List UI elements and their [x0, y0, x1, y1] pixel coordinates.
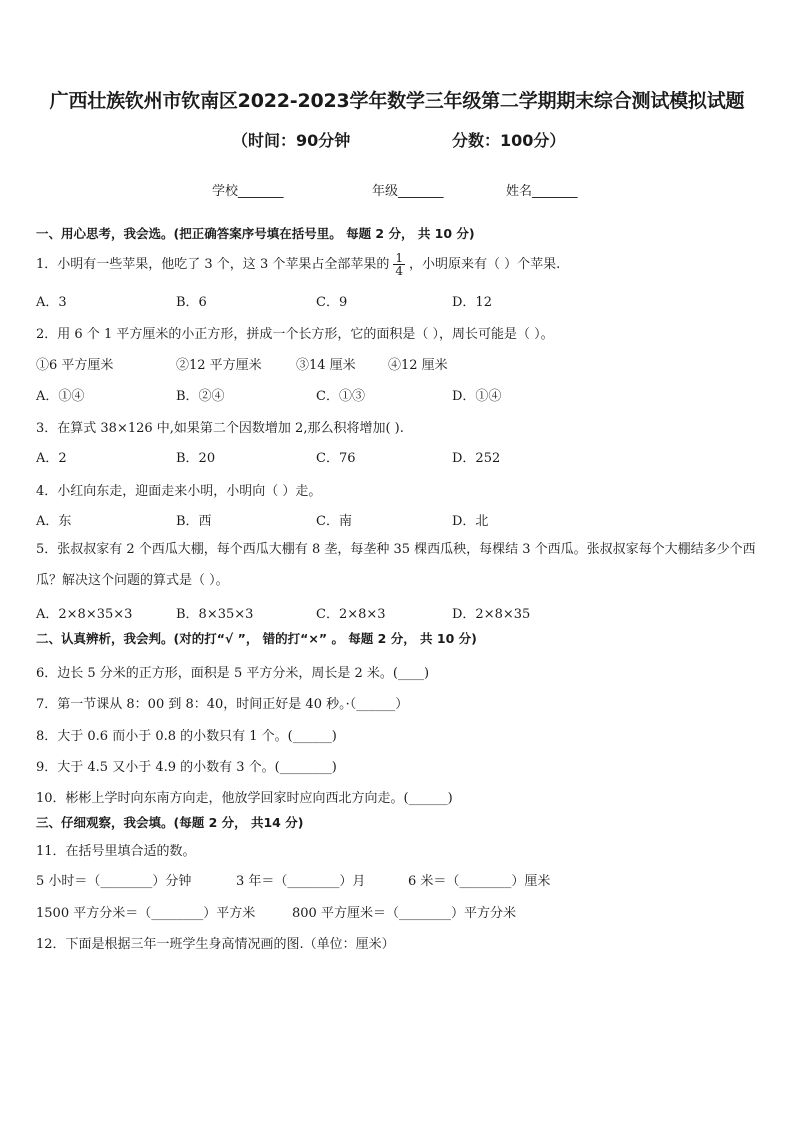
- option-d[interactable]: D．252: [452, 451, 501, 466]
- grade-field[interactable]: 年级_______: [372, 184, 444, 199]
- question-9[interactable]: 9．大于 4.5 又小于 4.9 的小数有 3 个。(________): [36, 760, 337, 775]
- option-b[interactable]: B．6: [176, 295, 207, 310]
- choice-3: ③14 厘米: [296, 358, 356, 373]
- option-a[interactable]: A．2: [36, 451, 67, 466]
- option-a[interactable]: A．①④: [36, 389, 85, 404]
- option-b[interactable]: B．20: [176, 451, 216, 466]
- fill-sqdm-sqm[interactable]: 1500 平方分米＝（________）平方米: [36, 906, 256, 921]
- option-d[interactable]: D．北: [452, 514, 489, 529]
- question-2: 2．用 6 个 1 平方厘米的小正方形，拼成一个长方形，它的面积是（ ），周长可能是（ ）。: [36, 327, 554, 342]
- option-c[interactable]: C．2×8×3: [316, 607, 386, 622]
- name-field[interactable]: 姓名_______: [506, 184, 578, 199]
- section-2-heading: 二、认真辨析，我会判。(对的打“√ ”， 错的打“×” 。 每题 2 分， 共 10 分): [36, 631, 477, 646]
- question-8[interactable]: 8．大于 0.6 而小于 0.8 的小数只有 1 个。(______): [36, 729, 337, 744]
- option-a[interactable]: A．2×8×35×3: [36, 607, 133, 622]
- time-label: （时间：90分钟: [232, 131, 351, 150]
- choice-1: ①6 平方厘米: [36, 358, 114, 373]
- fill-years-months[interactable]: 3 年＝（________）月: [236, 874, 366, 889]
- option-a[interactable]: A．东: [36, 514, 72, 529]
- option-d[interactable]: D．12: [452, 295, 492, 310]
- option-c[interactable]: C．①③: [316, 389, 365, 404]
- option-b[interactable]: B．8×35×3: [176, 607, 254, 622]
- fraction-numerator: 1: [395, 251, 403, 265]
- option-c[interactable]: C．南: [316, 514, 352, 529]
- fill-sqcm-sqdm[interactable]: 800 平方厘米＝（________）平方分米: [292, 906, 516, 921]
- question-12: 12．下面是根据三年一班学生身高情况画的图.（单位：厘米）: [36, 937, 395, 952]
- option-b[interactable]: B．西: [176, 514, 212, 529]
- fraction: [393, 252, 405, 277]
- question-1: [36, 252, 560, 277]
- option-d[interactable]: D．①④: [452, 389, 502, 404]
- fill-meters-cm[interactable]: 6 米＝（________）厘米: [408, 874, 551, 889]
- exam-title: 广西壮族钦州市钦南区2022-2023学年数学三年级第二学期期末综合测试模拟试题: [49, 90, 745, 112]
- question-3: 3．在算式 38×126 中,如果第二个因数增加 2,那么积将增加( ).: [36, 421, 404, 436]
- school-field[interactable]: 学校_______: [212, 184, 284, 199]
- question-10[interactable]: 10．彬彬上学时向东南方向走，他放学回家时应向西北方向走。(______): [36, 791, 453, 806]
- score-label: 分数：100分）: [452, 131, 566, 150]
- choice-2: ②12 平方厘米: [176, 358, 262, 373]
- option-d[interactable]: D．2×8×35: [452, 607, 531, 622]
- option-c[interactable]: C．76: [316, 451, 356, 466]
- section-3-heading: 三、仔细观察，我会填。(每题 2 分， 共14 分): [36, 815, 304, 830]
- question-5: 5．张叔叔家有 2 个西瓜大棚，每个西瓜大棚有 8 垄，每垄种 35 棵西瓜秧，每棵结 3 个西瓜。张叔叔家每个大棚结多少个西瓜？解决这个问题的算式是（ ）。: [36, 542, 756, 588]
- question-7[interactable]: 7．第一节课从 8：00 到 8：40，时间正好是 40 秒。·（______）: [36, 697, 409, 712]
- fill-hours-minutes[interactable]: 5 小时＝（________）分钟: [36, 874, 192, 889]
- fraction-denominator: 4: [395, 264, 403, 278]
- section-1-heading: 一、用心思考，我会选。(把正确答案序号填在括号里。 每题 2 分， 共 10 分): [36, 226, 475, 241]
- question-4: 4．小红向东走，迎面走来小明，小明向（ ）走。: [36, 484, 322, 499]
- choice-4: ④12 厘米: [388, 358, 448, 373]
- question-1-text-pre: 1．小明有一些苹果，他吃了 3 个，这 3 个苹果占全部苹果的: [36, 257, 390, 272]
- option-a[interactable]: A．3: [36, 295, 67, 310]
- question-6[interactable]: 6．边长 5 分米的正方形，面积是 5 平方分米，周长是 2 米。(____): [36, 666, 430, 681]
- option-b[interactable]: B．②④: [176, 389, 225, 404]
- option-c[interactable]: C．9: [316, 295, 348, 310]
- question-1-text-post: ，小明原来有（ ）个苹果.: [408, 257, 561, 272]
- question-11: 11．在括号里填合适的数。: [36, 844, 196, 859]
